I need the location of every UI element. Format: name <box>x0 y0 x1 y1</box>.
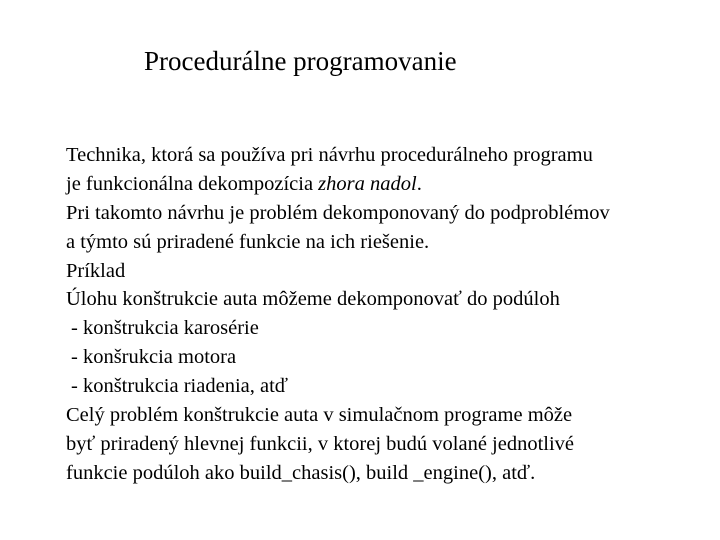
subtask-item: - konštrukcia karosérie <box>71 317 259 340</box>
body-line <box>66 170 716 199</box>
subtask-item: - konšrukcia motora <box>71 346 237 369</box>
body-text: je funkcionálna dekompozícia <box>66 172 319 195</box>
conclusion-line: funkcie podúloh ako build_chasis(), build _engine(), atď. <box>66 461 536 484</box>
body-line: a týmto sú priradené funkcie na ich riešenie. <box>66 230 430 253</box>
example-intro: Úlohu konštrukcie auta môžeme dekomponovať do podúloh <box>66 288 560 311</box>
conclusion-line: Celý problém konštrukcie auta v simulačnom programe môže <box>66 404 573 427</box>
slide-title: Procedurálne programovanie <box>144 46 457 76</box>
body-text: . <box>416 172 422 195</box>
body-line: Technika, ktorá sa používa pri návrhu procedurálneho programu <box>66 144 593 166</box>
body-line: Pri takomto návrhu je problém dekomponovaný do podproblémov <box>66 201 610 224</box>
slide-body <box>66 141 716 488</box>
subtask-item: - konštrukcia riadenia, atď <box>71 375 289 398</box>
emphasized-text: zhora nadol <box>318 172 417 195</box>
example-heading: Príklad <box>66 259 126 282</box>
conclusion-line: byť priradený hlevnej funkcii, v ktorej budú volané jednotlivé <box>66 432 575 455</box>
